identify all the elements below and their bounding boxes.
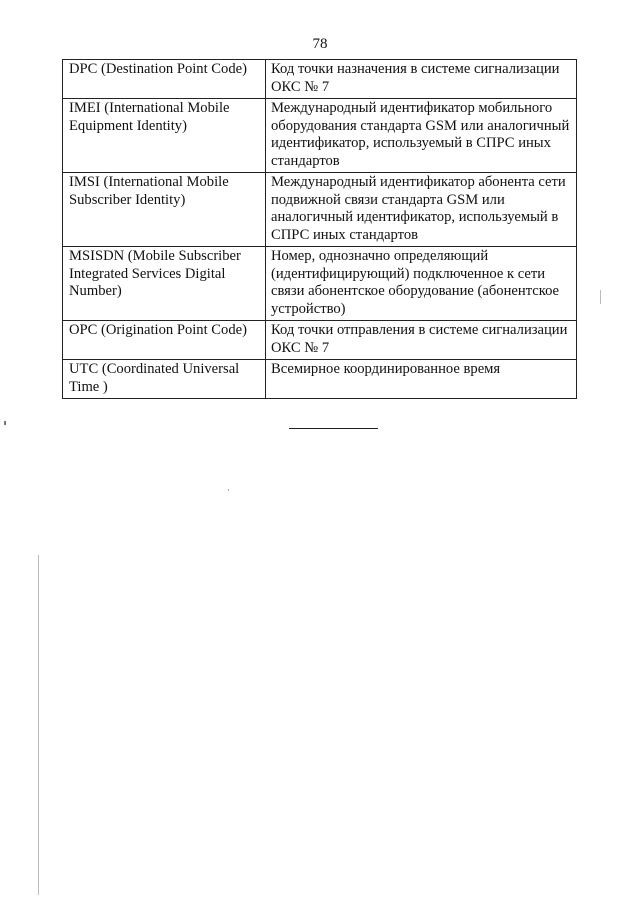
end-of-document-rule <box>289 428 378 429</box>
abbreviation-term: UTC (Coordinated Universal Time ) <box>63 360 266 399</box>
abbreviation-term: IMSI (International Mobile Subscriber Identity) <box>63 173 266 247</box>
table-row <box>63 321 577 360</box>
abbreviation-definition: Международный идентификатор мобильного оборудования стандарта GSM или аналогичный идентификатор, используемый в СПРС иных стандартов <box>266 99 577 173</box>
abbreviation-term: DPC (Destination Point Code) <box>63 60 266 99</box>
table-row <box>63 247 577 321</box>
abbreviation-definition: Всемирное координированное время <box>266 360 577 399</box>
abbreviation-term: IMEI (International Mobile Equipment Identity) <box>63 99 266 173</box>
table-row <box>63 99 577 173</box>
scan-speck <box>4 421 6 425</box>
abbreviation-definition: Номер, однозначно определяющий (идентифицирующий) подключенное к сети связи абонентское оборудование (абонентское устройство) <box>266 247 577 321</box>
abbreviation-definition: Код точки отправления в системе сигнализации ОКС № 7 <box>266 321 577 360</box>
table-row <box>63 360 577 399</box>
table-row <box>63 173 577 247</box>
abbreviation-definition: Международный идентификатор абонента сети подвижной связи стандарта GSM или аналогичный идентификатор, используемый в СПРС иных стандартов <box>266 173 577 247</box>
abbreviations-table <box>62 59 577 399</box>
scan-speck <box>228 489 229 491</box>
page-number: 78 <box>312 36 328 52</box>
abbreviation-definition: Код точки назначения в системе сигнализации ОКС № 7 <box>266 60 577 99</box>
table-row <box>63 60 577 99</box>
abbreviation-term: OPC (Origination Point Code) <box>63 321 266 360</box>
scan-edge-line <box>600 290 601 304</box>
abbreviation-term: MSISDN (Mobile Subscriber Integrated Services Digital Number) <box>63 247 266 321</box>
scan-edge-line <box>38 555 39 895</box>
